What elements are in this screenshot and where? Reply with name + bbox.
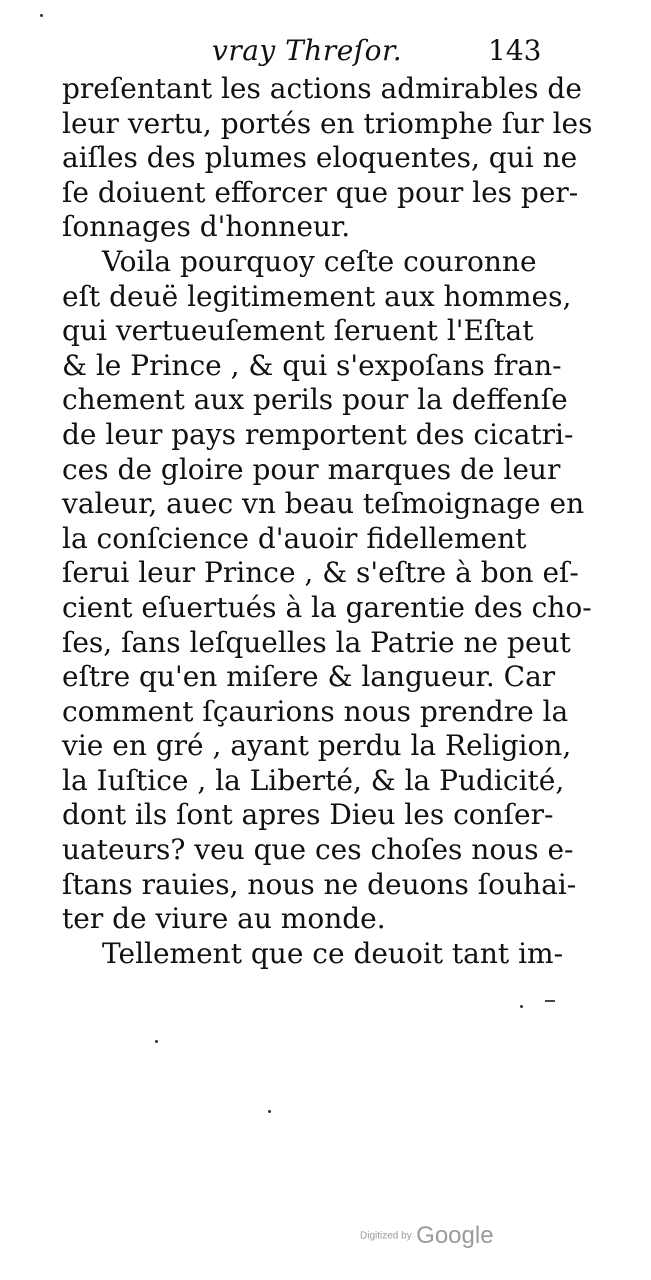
text-line: eſtre qu'en miſere & langueur. Car xyxy=(62,660,556,694)
text-line: valeur, auec vn beau teſmoignage en xyxy=(62,487,585,521)
scan-speck xyxy=(268,1110,271,1113)
text-line: de leur pays remportent des cicatri- xyxy=(62,417,574,451)
text-line: ſonnages d'honneur. xyxy=(62,210,351,244)
text-line: ſes, ſans leſquelles la Patrie ne peut xyxy=(62,625,571,659)
text-line: Tellement que ce deuoit tant im- xyxy=(102,936,564,970)
watermark-brand: Google xyxy=(416,1222,494,1249)
text-line: leur vertu, portés en triomphe ſur les xyxy=(62,106,593,140)
text-line: uateurs? veu que ces choſes nous e- xyxy=(62,833,574,867)
scan-speck xyxy=(520,1005,523,1008)
paragraph-3 xyxy=(62,936,564,972)
text-line: preſentant les actions admirables de xyxy=(62,72,582,105)
page-number: 143 xyxy=(488,34,542,67)
text-line: ſe doiuent efforcer que pour les per- xyxy=(62,175,579,209)
text-line: eſt deuë legitimement aux hommes, xyxy=(62,279,572,313)
text-line: comment ſçaurions nous prendre la xyxy=(62,694,569,728)
text-line: Voila pourquoy ceſte couronne xyxy=(102,244,537,278)
text-line: chement aux perils pour la deffenſe xyxy=(62,383,568,417)
text-line: ter de viure au monde. xyxy=(62,902,386,936)
watermark-prefix: Digitized by xyxy=(360,1230,412,1242)
paragraph-1 xyxy=(62,72,593,245)
text-line: cient eſuertués à la garentie des cho- xyxy=(62,590,592,624)
scan-speck xyxy=(40,14,43,17)
text-line: qui vertueuſement ſeruent l'Eſtat xyxy=(62,314,534,348)
text-line: ces de gloire pour marques de leur xyxy=(62,452,561,486)
text-line: ſerui leur Prince , & s'eſtre à bon eſ- xyxy=(62,556,579,590)
body-text xyxy=(62,72,593,971)
text-line: vie en gré , ayant perdu la Religion, xyxy=(62,729,572,763)
text-line: & le Prince , & qui s'expoſans fran- xyxy=(62,348,562,382)
text-line: aiſles des plumes eloquentes, qui ne xyxy=(62,141,578,175)
text-line: la conſcience d'auoir fidellement xyxy=(62,521,527,555)
paragraph-2 xyxy=(62,244,592,937)
digitized-watermark xyxy=(360,1222,494,1250)
text-line: la Iuſtice , la Liberté, & la Pudicité, xyxy=(62,763,565,797)
running-title: vray Threſor. xyxy=(212,34,403,67)
text-line: dont ils ſont apres Dieu les conſer- xyxy=(62,798,554,832)
text-line: ſtans rauies, nous ne deuons ſouhai- xyxy=(62,867,577,901)
scan-mark xyxy=(545,1000,555,1002)
scan-speck xyxy=(155,1040,158,1043)
